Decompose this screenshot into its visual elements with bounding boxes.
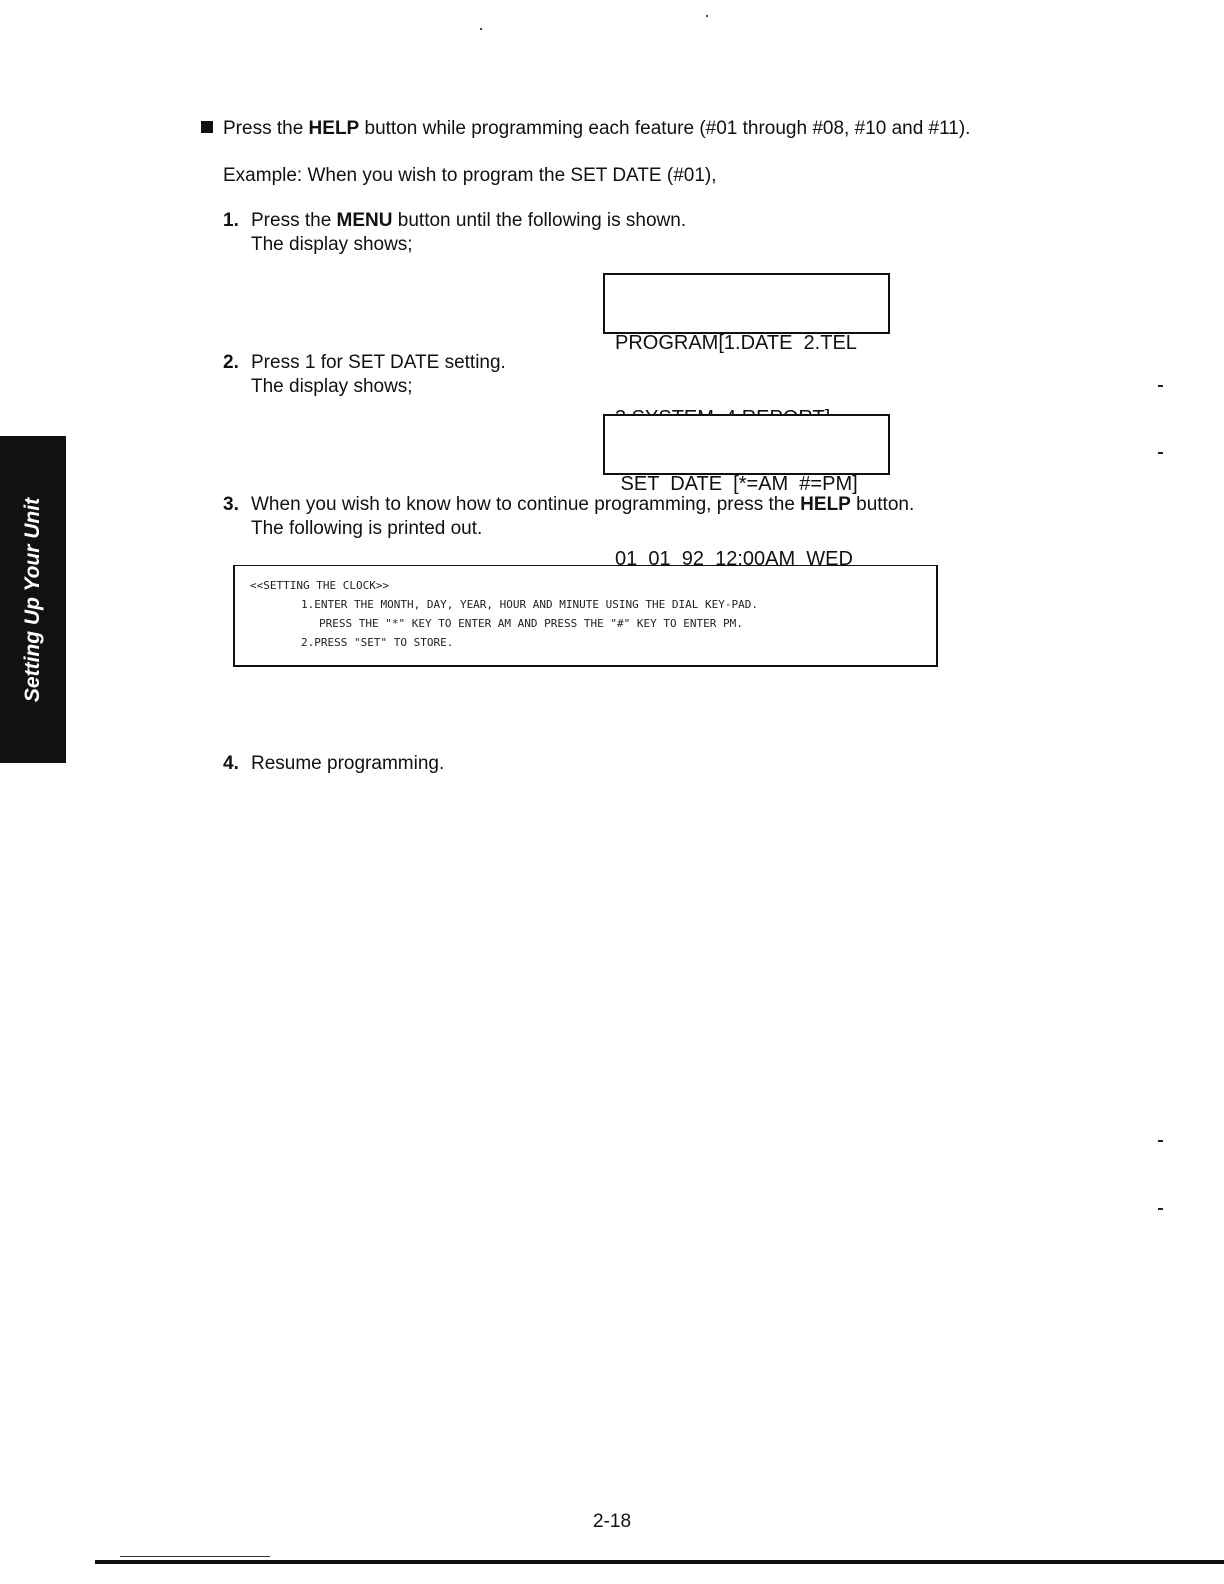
step-1-pre: Press the (251, 210, 337, 231)
scan-speck (480, 28, 482, 30)
display-program-menu (603, 273, 890, 354)
footer-rule (95, 1560, 1224, 1564)
example-text: Example: When you wish to program the SET DATE (#01), (223, 165, 717, 186)
bullet-square-icon (201, 121, 213, 133)
step-3-pre: When you wish to know how to continue programming, press the (251, 494, 801, 515)
step-2-line1: Press 1 for SET DATE setting. (251, 352, 506, 373)
step-1-line2: The display shows; (251, 234, 413, 255)
printout-line-3: 2.PRESS "SET" TO STORE. (301, 636, 454, 649)
step-3-line1 (251, 493, 914, 517)
help-printout (233, 565, 938, 667)
intro-help-bold: HELP (308, 118, 360, 139)
margin-mark (1158, 452, 1163, 454)
step-4-number: 4. (223, 753, 239, 774)
printout-line-2: PRESS THE "*" KEY TO ENTER AM AND PRESS THE "#" KEY TO ENTER PM. (319, 617, 743, 630)
section-side-tab-label: Setting Up Your Unit (21, 497, 44, 702)
section-side-tab (0, 436, 66, 763)
step-2-number: 2. (223, 352, 239, 373)
footer-rule-thin (120, 1556, 270, 1557)
step-2-line2: The display shows; (251, 376, 413, 397)
display-line-1: SET DATE [*=AM #=PM] (615, 473, 858, 495)
printout-line-1: 1.ENTER THE MONTH, DAY, YEAR, HOUR AND MINUTE USING THE DIAL KEY-PAD. (301, 598, 758, 611)
step-1-post: button until the following is shown. (392, 210, 687, 231)
intro-text (223, 117, 970, 141)
margin-mark (1158, 1140, 1163, 1142)
step-1-number: 1. (223, 210, 239, 231)
intro-pre: Press the (223, 118, 309, 139)
step-3-help-bold: HELP (800, 494, 851, 515)
display-line-2: 01 01 92 12:00AM WED (615, 548, 853, 570)
step-4-line1: Resume programming. (251, 753, 445, 774)
step-3-line2: The following is printed out. (251, 518, 483, 539)
scan-speck (706, 15, 708, 17)
step-1-line1 (251, 209, 686, 233)
step-3-number: 3. (223, 494, 239, 515)
step-3-post: button. (850, 494, 915, 515)
printout-heading: <<SETTING THE CLOCK>> (250, 579, 390, 592)
margin-mark (1158, 1208, 1163, 1210)
margin-mark (1158, 385, 1163, 387)
step-1-menu-bold: MENU (336, 210, 393, 231)
intro-post: button while programming each feature (#01 through #08, #10 and #11). (359, 118, 971, 139)
display-line-1: PROGRAM[1.DATE 2.TEL (615, 332, 857, 354)
page-number: 2-18 (592, 1511, 632, 1532)
